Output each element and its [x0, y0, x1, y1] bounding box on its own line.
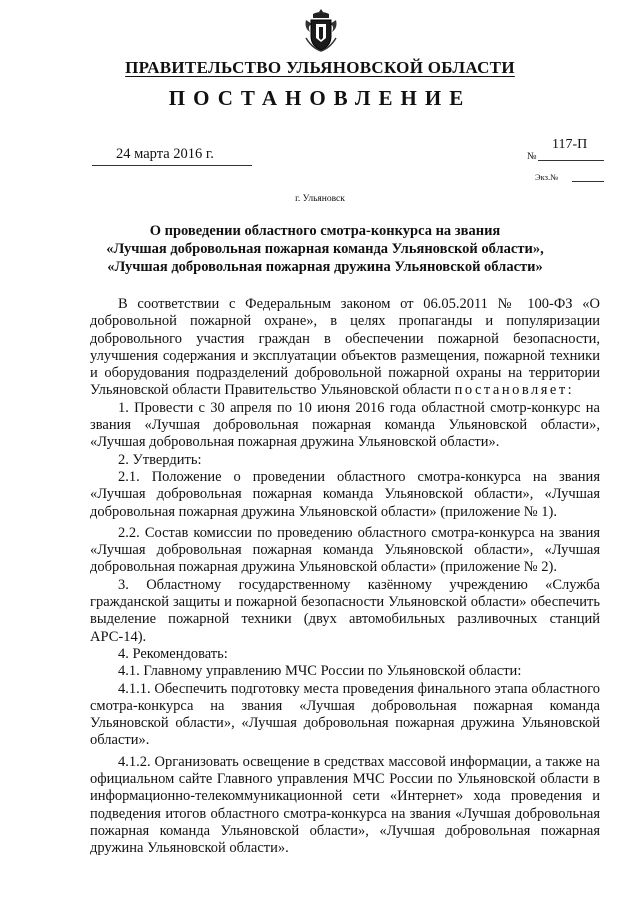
paragraph-4-1: 4.1. Главному управлению МЧС России по Ульяновской области: [118, 663, 522, 680]
copy-underline [572, 181, 604, 182]
document-heading [60, 222, 590, 276]
paragraph-2-2: 2.2. Состав комиссии по проведению областного смотра-конкурса на звания «Лучшая добровольная пожарная команда Ульяновской области», «Лучшая добровольная пожарная дружина Ульяновской области» (приложение № 2). [90, 524, 600, 576]
heading-line-2: «Лучшая добровольная пожарная команда Ульяновской области», [106, 241, 544, 257]
preamble-text: В соответствии с Федеральным законом от 06.05.2011 № 100-ФЗ «О добровольной пожарной охране», в целях пропаганды и популяризации добровольного участия граждан в обеспечении пожарной безопасности, улучшения содержания и эксплуатации объектов размещения, пожарной техники и оборудования подразделений добровольной пожарной охраны на территории Ульяновской области Правительство Ульяновской области [90, 296, 600, 399]
paragraph-1: 1. Провести с 30 апреля по 10 июня 2016 года областной смотр-конкурс на звания «Лучшая добровольная пожарная команда Ульяновской области», «Лучшая добровольная пожарная дружина Ульяновской области». [90, 399, 600, 451]
paragraph-4: 4. Рекомендовать: [118, 645, 228, 662]
document-number: 117-П [552, 137, 588, 152]
date-underline [92, 165, 252, 166]
copy-label: Экз.№ [535, 172, 559, 182]
decree-word: постановляет: [454, 382, 575, 399]
government-title: ПРАВИТЕЛЬСТВО УЛЬЯНОВСКОЙ ОБЛАСТИ [125, 58, 515, 77]
paragraph-2-1: 2.1. Положение о проведении областного смотра-конкурса на звания «Лучшая добровольная пожарная команда Ульяновской области», «Лучшая добровольная пожарная дружина Ульяновской области» (приложение № 1). [90, 468, 600, 520]
paragraph-4-1-2: 4.1.2. Организовать освещение в средствах массовой информации, а также на официальном сайте Главного управления МЧС России по Ульяновской области в информационно-телекоммуникационной сети «Интернет» хода проведения и подведения итогов областного смотра-конкурса на звания «Лучшая добровольная пожарная команда Ульяновской области», «Лучшая добровольная пожарная дружина Ульяновской области». [90, 753, 600, 857]
number-underline [538, 160, 604, 161]
document-city: г. Ульяновск [295, 194, 345, 204]
paragraph-2: 2. Утвердить: [118, 451, 202, 468]
heading-line-3: «Лучшая добровольная пожарная дружина Ульяновской области» [107, 259, 543, 275]
paragraph-4-1-1: 4.1.1. Обеспечить подготовку места проведения финального этапа областного смотра-конкурса на звания «Лучшая добровольная пожарная команда Ульяновской области», «Лучшая добровольная пожарная дружина Ульяновской области». [90, 680, 600, 749]
preamble-paragraph [90, 296, 600, 400]
document-body [90, 296, 600, 858]
number-sign: № [527, 151, 537, 162]
coat-of-arms-icon [304, 8, 338, 52]
paragraph-3: 3. Областному государственному казённому учреждению «Служба гражданской защиты и пожарной безопасности Ульяновской области» обеспечить выделение пожарной техники (двух автомобильных разливочных станций АРС-14). [90, 576, 600, 645]
heading-line-1: О проведении областного смотра-конкурса на звания [149, 223, 501, 239]
document-type: ПОСТАНОВЛЕНИЕ [168, 86, 472, 110]
document-date: 24 марта 2016 г. [116, 146, 214, 162]
